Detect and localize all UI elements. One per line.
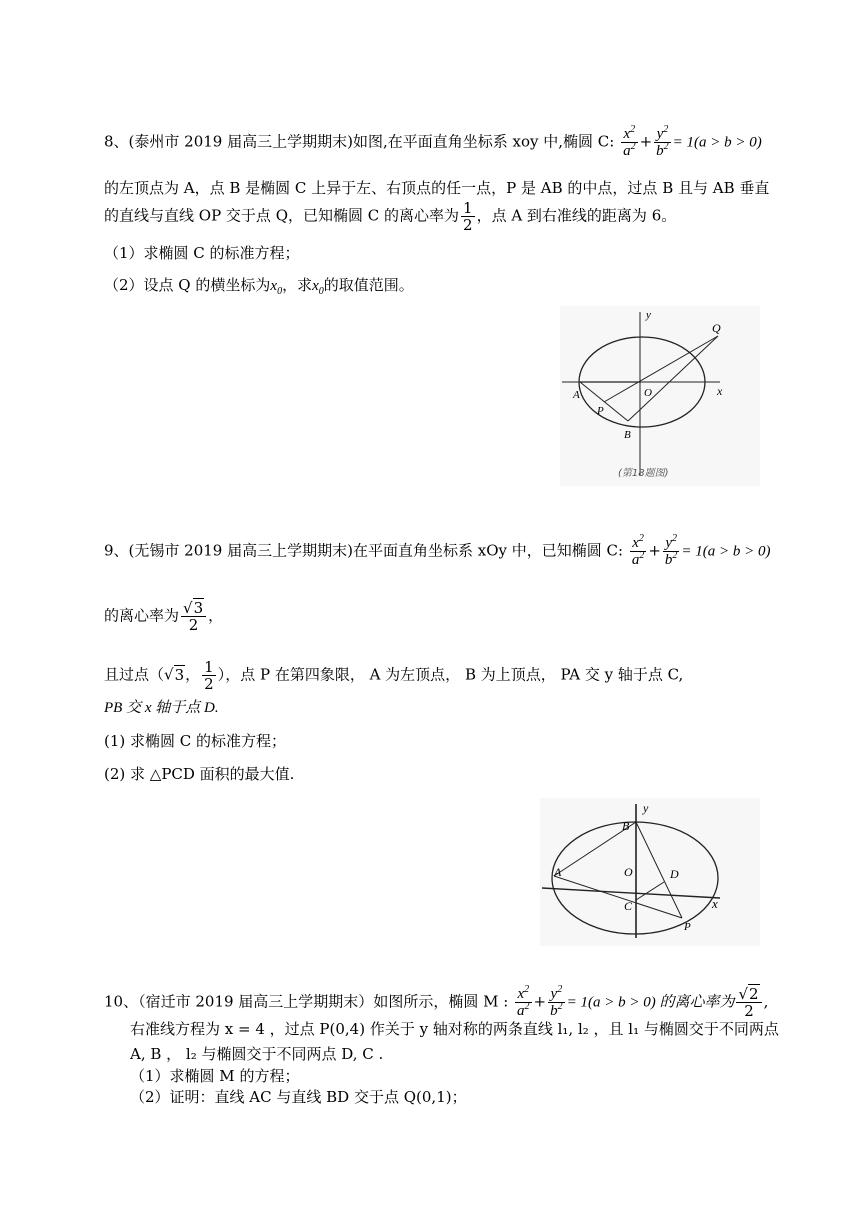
problem9-question2: (2) 求 △PCD 面积的最大值. [104, 765, 295, 783]
problem8-frac-one-half: $\frac{1}{2}$ [463, 199, 473, 234]
problem10-question2: （2）证明：直线 AC 与直线 BD 交于点 Q(0,1)； [130, 1088, 467, 1106]
problem9-question1: (1) 求椭圆 C 的标准方程； [104, 732, 287, 750]
problem8-stem-line3: 的直线与直线 OP 交于点 Q，已知椭圆 C 的离心率为 $\frac{1}{2}$ ，点 A 到右准线的距离为 6。 [104, 199, 677, 234]
problem9-frac-sqrt3-over-2: $\frac{√3}{2}$ [181, 600, 206, 633]
problem10-question1: （1）求椭圆 M 的方程； [130, 1067, 300, 1085]
problem9-number: 9、 [104, 541, 129, 560]
problem8-intro: 如图,在平面直角坐标系 xoy 中,椭圆 C: [352, 132, 615, 151]
problem8-figure [560, 306, 760, 486]
problem9-label-D: D [670, 867, 679, 881]
problem8-label-y: y [646, 309, 651, 321]
problem8-equation-rhs: = 1(a > b > 0) [672, 134, 762, 151]
problem10-stem-line2: 右准线方程为 x = 4 ，过点 P(0,4) 作关于 y 轴对称的两条直线 l₁, l₂ ，且 l₁ 与椭圆交于不同两点 [130, 1020, 779, 1038]
problem10-intro: 如图所示，椭圆 M : [373, 992, 509, 1011]
problem9-equation-rhs: = 1(a > b > 0) [681, 543, 771, 560]
problem9-figure [540, 798, 760, 946]
problem9-intro: 在平面直角坐标系 xOy 中，已知椭圆 C: [352, 541, 624, 560]
problem10-stem-line1: 10、（宿迁市 2019 届高三上学期期末）如图所示，椭圆 M : $\frac{x^2}{a^2}$ + $\frac{y^2}{b^2}$ = 1(a > b > 0) 的离心率为 $\frac{√2}{2}$ , [104, 984, 769, 1020]
problem10-number: 10、 [104, 992, 139, 1011]
problem9-stem-line4: PB 交 x 轴于点 D. [104, 700, 219, 716]
problem8-label-x: x [717, 384, 723, 398]
problem9-frac-x2a2: $\frac{x^2}{a^2}$ [631, 533, 645, 568]
problem8-label-Q: Q [712, 321, 721, 335]
problem8-stem-line2: 的左顶点为 A，点 B 是椭圆 C 上异于左、右顶点的任一点，P 是 AB 的中点，过点 B 且与 AB 垂直 [104, 179, 770, 197]
problem8-question1: （1）求椭圆 C 的标准方程； [104, 244, 300, 262]
problem8-label-B: B [624, 429, 631, 441]
problem9-frac-y2b2: $\frac{y^2}{b^2}$ [664, 533, 678, 568]
problem8-stem-line1: 8、(泰州市 2019 届高三上学期期末)如图,在平面直角坐标系 xoy 中,椭圆 C: $\frac{x^2}{a^2}$ + $\frac{y^2}{b^2}$ = 1(a > b > 0) [104, 124, 762, 159]
problem9-label-C: C [624, 899, 633, 913]
problem9-label-y: y [643, 801, 649, 815]
problem8-label-P: P [597, 405, 604, 417]
problem8-frac-y2b2: $\frac{y^2}{b^2}$ [656, 124, 669, 159]
problem9-label-A: A [554, 865, 562, 879]
problem9-frac-one-half: $\frac{1}{2}$ [204, 658, 214, 693]
problem9-label-P: P [684, 921, 691, 933]
problem8-question2: （2）设点 Q 的横坐标为$x_0$，求$x_0$的取值范围。 [104, 276, 414, 297]
problem10-equation-rhs: = 1(a > b > 0) 的离心率为 [566, 994, 735, 1011]
problem8-caption: (第18题图) [618, 468, 669, 479]
problem8-label-A: A [573, 389, 580, 401]
problem9-condition-line: 且过点（√3， $\frac{1}{2}$ ），点 P 在第四象限， A 为左顶点， B 为上顶点， PA 交 y 轴于点 C, [104, 658, 684, 693]
problem9-stem-line1: 9、(无锡市 2019 届高三上学期期末)在平面直角坐标系 xOy 中，已知椭圆 C: $\frac{x^2}{a^2}$ + $\frac{y^2}{b^2}$ = 1(a > b > 0) [104, 533, 771, 568]
problem10-stem-line3: A, B ， l₂ 与椭圆交于不同两点 D, C . [130, 1045, 384, 1063]
problem10-source: （宿迁市 2019 届高三上学期期末） [138, 992, 374, 1011]
problem8-frac-x2a2: $\frac{x^2}{a^2}$ [623, 124, 636, 159]
problem10-frac-x2a2: $\frac{x^2}{a^2}$ [517, 984, 530, 1019]
problem9-eccentricity-line: 的离心率为 $\frac{√3}{2}$ ， [104, 599, 224, 634]
problem9-label-O: O [624, 865, 633, 879]
problem8-source: (泰州市 2019 届高三上学期期末) [128, 132, 353, 151]
problem10-frac-y2b2: $\frac{y^2}{b^2}$ [550, 984, 563, 1019]
problem8-label-O: O [644, 387, 652, 399]
problem10-frac-sqrt2-over-2: $\frac{√2}{2}$ [736, 986, 761, 1019]
problem9-label-B: B [622, 819, 630, 833]
problem9-label-x: x [712, 896, 718, 911]
problem9-source: (无锡市 2019 届高三上学期期末) [128, 541, 353, 560]
problem8-number: 8、 [104, 132, 129, 151]
